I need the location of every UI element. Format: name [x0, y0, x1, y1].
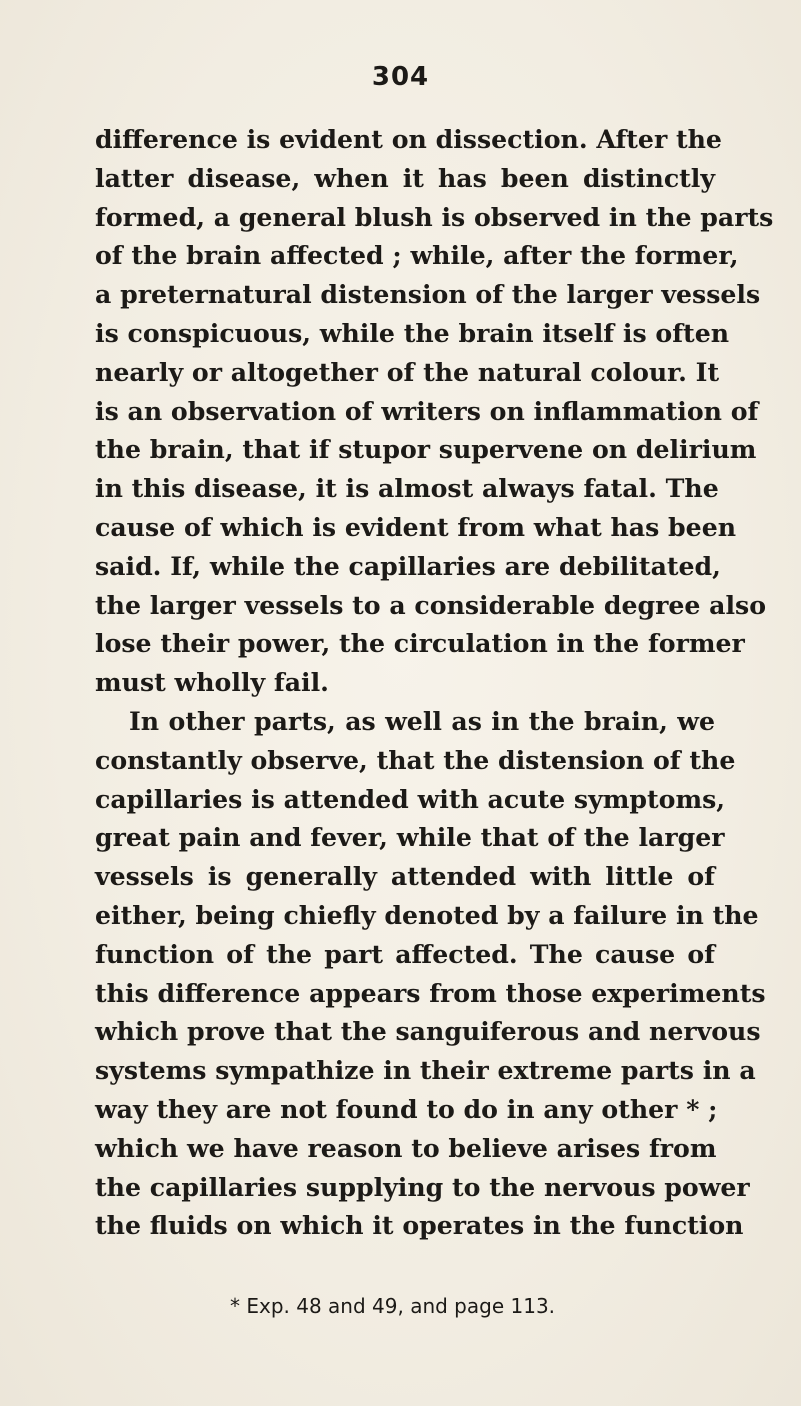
paragraph-end-line: must wholly fail. [95, 667, 329, 698]
text-line: difference is evident on dissection. After the [95, 124, 722, 154]
text-line: in this disease, it is almost always fatal. The [95, 473, 719, 504]
text-line: cause of which is evident from what has been [95, 511, 737, 542]
text-line: formed, a general blush is observed in the parts [95, 201, 774, 232]
text-line: is an observation of writers on inflammation of [95, 395, 759, 426]
text-line: great pain and fever, while that of the larger [95, 822, 725, 853]
page-number: 304 [371, 62, 430, 92]
footnote: * Exp. 48 and 49, and page 113. [230, 1294, 556, 1318]
text-line: the fluids on which it operates in the function [95, 1210, 744, 1241]
text-line: either, being chiefly denoted by a failure in the [95, 899, 759, 930]
text-line: which prove that the sanguiferous and nervous [95, 1016, 761, 1047]
text-line: systems sympathize in their extreme parts in a [95, 1055, 756, 1086]
text-line: capillaries is attended with acute symptoms, [95, 783, 726, 814]
text-line: of the brain affected ; while, after the former, [95, 240, 739, 271]
text-line: the larger vessels to a considerable degree also [95, 589, 767, 620]
text-line: way they are not found to do in any other * ; [95, 1093, 718, 1124]
text-line: lose their power, the circulation in the former [95, 628, 745, 659]
text-line: this difference appears from those experiments [95, 977, 766, 1008]
text-line: a preternatural distension of the larger vessels [95, 279, 761, 310]
text-line: constantly observe, that the distension of the [95, 744, 736, 775]
text-line: which we have reason to believe arises from [95, 1132, 717, 1163]
text-line: latter disease, when it has been distinctly [95, 162, 715, 193]
text-line: is conspicuous, while the brain itself is often [95, 317, 730, 348]
text-line: vessels is generally attended with little of [95, 861, 715, 892]
paragraph-start-line: In other parts, as well as in the brain, we [129, 705, 715, 736]
body-text [95, 120, 774, 1245]
text-line: the capillaries supplying to the nervous power [95, 1171, 750, 1202]
text-line: the brain, that if stupor supervene on delirium [95, 434, 757, 465]
text-line: function of the part affected. The cause of [95, 938, 715, 969]
text-line: said. If, while the capillaries are debilitated, [95, 550, 721, 581]
text-line: nearly or altogether of the natural colour. It [95, 356, 720, 387]
